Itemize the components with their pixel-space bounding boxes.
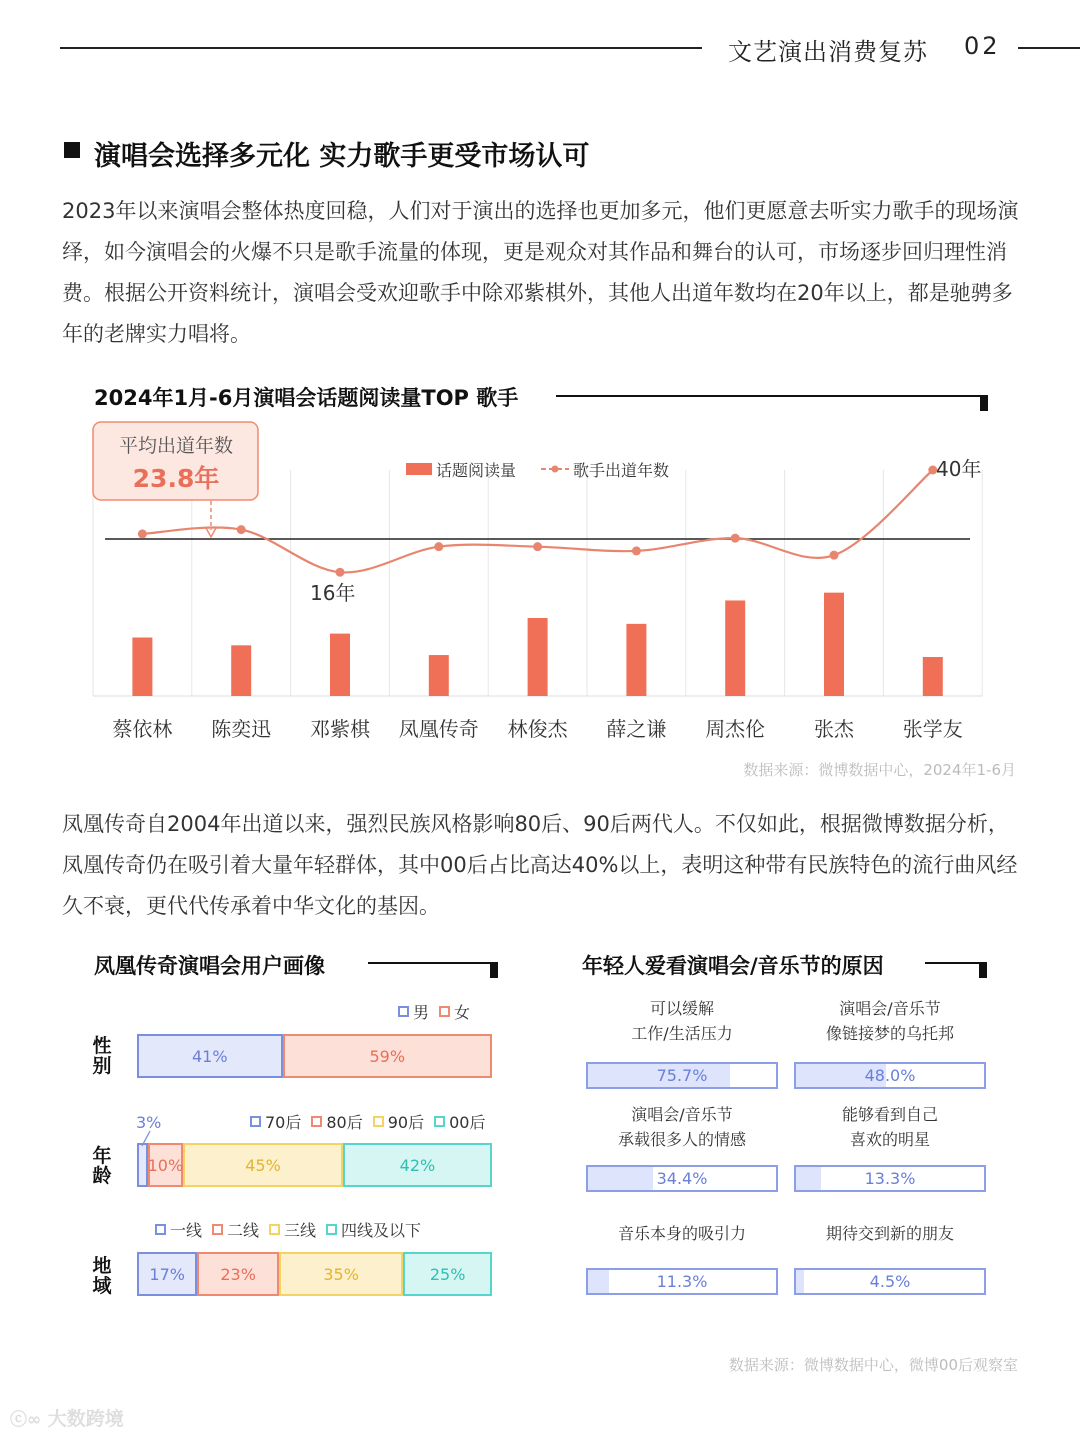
- bar-林俊杰: [528, 618, 548, 696]
- portrait-title: 凤凰传奇演唱会用户画像: [94, 954, 325, 978]
- legend-swatch: [439, 1006, 450, 1017]
- reason-label: [790, 1221, 990, 1246]
- legend-text: 00后: [449, 1113, 486, 1132]
- reason-value: 75.7%: [656, 1066, 708, 1085]
- x-label-张学友: 张学友: [902, 717, 963, 741]
- x-label-邓紫棋: 邓紫棋: [310, 717, 370, 741]
- portrait-title-corner: [490, 962, 498, 978]
- reason-line1: 演唱会/音乐节: [631, 1105, 733, 1124]
- x-label-林俊杰: 林俊杰: [507, 717, 568, 741]
- point-周杰伦: [731, 534, 740, 543]
- bar-segment: 35%: [279, 1252, 403, 1296]
- x-label-陈奕迅: 陈奕迅: [211, 717, 272, 741]
- header-rule-right: [1018, 47, 1080, 49]
- x-tick-labels: [112, 717, 962, 741]
- reason-line1: 演唱会/音乐节: [839, 999, 941, 1018]
- reason-line1: 可以缓解: [649, 999, 714, 1018]
- legend-text: 四线及以下: [341, 1221, 422, 1240]
- age-callout-pointer: [136, 1130, 160, 1148]
- intro-paragraph: 2023年以来演唱会整体热度回稳，人们对于演出的选择也更加多元，他们更愿意去听实力歌手的现场演绎，如今演唱会的火爆不只是歌手流量的体现，更是观众对其作品和舞台的认可，市场逐步回归理性消费。根据公开资料统计，演唱会受欢迎歌手中除邓紫棋外，其他人出道年数均在20年以上，都是驰骋多年的老牌实力唱将。: [62, 199, 1019, 346]
- reason-label: [790, 1102, 990, 1152]
- bar-segment: 59%: [283, 1034, 492, 1078]
- bar-segment: [137, 1143, 148, 1187]
- annotation-max: 40年: [936, 457, 982, 481]
- point-林俊杰: [533, 542, 542, 551]
- legend-swatch: [311, 1116, 322, 1127]
- portrait-legend: [155, 1218, 421, 1241]
- reason-label: [582, 996, 782, 1046]
- header-title: 文艺演出消费复苏: [728, 38, 928, 66]
- legend-swatch: [434, 1116, 445, 1127]
- point-凤凰传奇: [434, 542, 443, 551]
- point-张杰: [830, 551, 839, 560]
- bar-segment: 45%: [183, 1143, 343, 1187]
- legend-item: [398, 1000, 429, 1023]
- reason-bar: [794, 1165, 986, 1192]
- bar-series: [132, 593, 942, 696]
- bar-周杰伦: [725, 600, 745, 696]
- annotation-min: 16年: [310, 581, 356, 605]
- reason-value: 34.4%: [656, 1169, 708, 1188]
- legend-bar-label: 话题阅读量: [436, 461, 517, 480]
- legend-swatch: [155, 1224, 166, 1235]
- header-rule-left: [60, 47, 702, 49]
- reason-line2: 喜欢的明星: [849, 1130, 930, 1149]
- legend-text: 一线: [170, 1221, 203, 1240]
- bar-segment: 42%: [343, 1143, 492, 1187]
- x-label-凤凰传奇: 凤凰传奇: [398, 717, 479, 741]
- portrait-bar: [137, 1143, 492, 1187]
- reason-line2: 工作/生活压力: [631, 1024, 733, 1043]
- point-陈奕迅: [237, 525, 246, 534]
- bar-segment: 25%: [403, 1252, 492, 1296]
- watermark-logo: [10, 1404, 124, 1431]
- legend-swatch: [398, 1006, 409, 1017]
- point-蔡依林: [138, 529, 147, 538]
- legend-text: 男: [413, 1003, 430, 1022]
- legend-text: 女: [454, 1003, 471, 1022]
- bar-张杰: [824, 593, 844, 696]
- portrait-bar: [137, 1034, 492, 1078]
- legend-item: [250, 1110, 301, 1133]
- watermark-icon: ⓒ∞: [10, 1410, 42, 1430]
- legend-item: [434, 1110, 485, 1133]
- reason-bar: [586, 1062, 778, 1089]
- portrait-row-label: 性 别: [92, 1035, 112, 1077]
- bar-segment: 17%: [137, 1252, 197, 1296]
- legend-line-dot: [552, 466, 559, 473]
- debut-years-line: [142, 470, 932, 572]
- reason-label: [790, 996, 990, 1046]
- portrait-row-label: 地 域: [92, 1255, 112, 1297]
- legend-item: [155, 1218, 202, 1241]
- legend-text: 80后: [326, 1113, 363, 1132]
- reason-value: 4.5%: [869, 1272, 911, 1291]
- reason-label: [582, 1221, 782, 1246]
- legend-text: 二线: [227, 1221, 260, 1240]
- legend-swatch: [269, 1224, 280, 1235]
- chart1-title: 2024年1月-6月演唱会话题阅读量TOP 歌手: [94, 386, 519, 410]
- reason-value: 13.3%: [864, 1169, 916, 1188]
- bar-张学友: [923, 657, 943, 696]
- legend-item: [269, 1218, 316, 1241]
- reasons-title-rule: [925, 962, 987, 964]
- chart1-source: 数据来源：微博数据中心，2024年1-6月: [743, 761, 1016, 779]
- bar-segment: 41%: [137, 1034, 283, 1078]
- legend-item: [212, 1218, 259, 1241]
- bar-segment: 10%: [148, 1143, 184, 1187]
- reason-line1: 能够看到自己: [841, 1105, 938, 1124]
- bar-蔡依林: [132, 638, 152, 697]
- point-邓紫棋: [336, 568, 345, 577]
- x-label-张杰: 张杰: [814, 717, 854, 741]
- bar-薛之谦: [626, 624, 646, 696]
- legend-swatch: [250, 1116, 261, 1127]
- section-title: 演唱会选择多元化 实力歌手更受市场认可: [94, 141, 590, 172]
- reasons-title-corner: [979, 962, 987, 978]
- legend-text: 三线: [284, 1221, 317, 1240]
- legend-swatch: [326, 1224, 337, 1235]
- reason-value: 11.3%: [656, 1272, 708, 1291]
- reason-value: 48.0%: [864, 1066, 916, 1085]
- singer-chart: [0, 360, 1080, 760]
- legend-swatch: [373, 1116, 384, 1127]
- reason-bar: [794, 1268, 986, 1295]
- bar-邓紫棋: [330, 634, 350, 696]
- bar-segment: 23%: [197, 1252, 279, 1296]
- point-薛之谦: [632, 546, 641, 555]
- watermark-text: 大数跨境: [47, 1408, 124, 1430]
- reasons-source: 数据来源：微博数据中心，微博00后观察室: [728, 1356, 1018, 1374]
- age-70s-callout: 3%: [136, 1113, 162, 1132]
- legend-line-label: 歌手出道年数: [573, 461, 670, 480]
- portrait-legend: [398, 1000, 470, 1023]
- reason-bar: [794, 1062, 986, 1089]
- portrait-bar: [137, 1252, 492, 1296]
- bar-凤凰传奇: [429, 655, 449, 696]
- reasons-title: 年轻人爱看演唱会/音乐节的原因: [582, 954, 884, 978]
- reason-line1: 音乐本身的吸引力: [617, 1224, 746, 1243]
- page-number: 02: [964, 32, 1001, 60]
- legend-text: 70后: [265, 1113, 302, 1132]
- legend-bar-swatch: [406, 463, 432, 475]
- legend-item: [373, 1110, 424, 1133]
- avg-box-label: 平均出道年数: [118, 435, 234, 457]
- portrait-legend: [250, 1110, 486, 1133]
- reason-bar: [586, 1268, 778, 1295]
- fenghuang-paragraph: 凤凰传奇自2004年出道以来，强烈民族风格影响80后、90后两代人。不仅如此，根据微博数据分析，凤凰传奇仍在吸引着大量年轻群体，其中00后占比高达40%以上，表明这种带有民族特色的流行曲风经久不衰，更代代传承着中华文化的基因。: [62, 812, 1018, 918]
- legend-item: [326, 1218, 421, 1241]
- reason-line2: 承载很多人的情感: [617, 1130, 746, 1149]
- x-label-蔡依林: 蔡依林: [112, 717, 173, 741]
- reason-bar: [586, 1165, 778, 1192]
- legend-swatch: [212, 1224, 223, 1235]
- x-label-薛之谦: 薛之谦: [606, 717, 667, 741]
- reason-line1: 期待交到新的朋友: [825, 1224, 954, 1243]
- x-label-周杰伦: 周杰伦: [705, 717, 766, 741]
- legend-text: 90后: [387, 1113, 425, 1132]
- portrait-title-rule: [368, 962, 498, 964]
- reason-label: [582, 1102, 782, 1152]
- portrait-row-label: 年 龄: [92, 1145, 112, 1187]
- avg-box-value: 23.8年: [132, 464, 220, 493]
- reason-line2: 像链接梦的乌托邦: [825, 1024, 954, 1043]
- section-bullet-icon: [64, 142, 80, 158]
- legend-item: [439, 1000, 470, 1023]
- bar-陈奕迅: [231, 645, 251, 696]
- legend-item: [311, 1110, 362, 1133]
